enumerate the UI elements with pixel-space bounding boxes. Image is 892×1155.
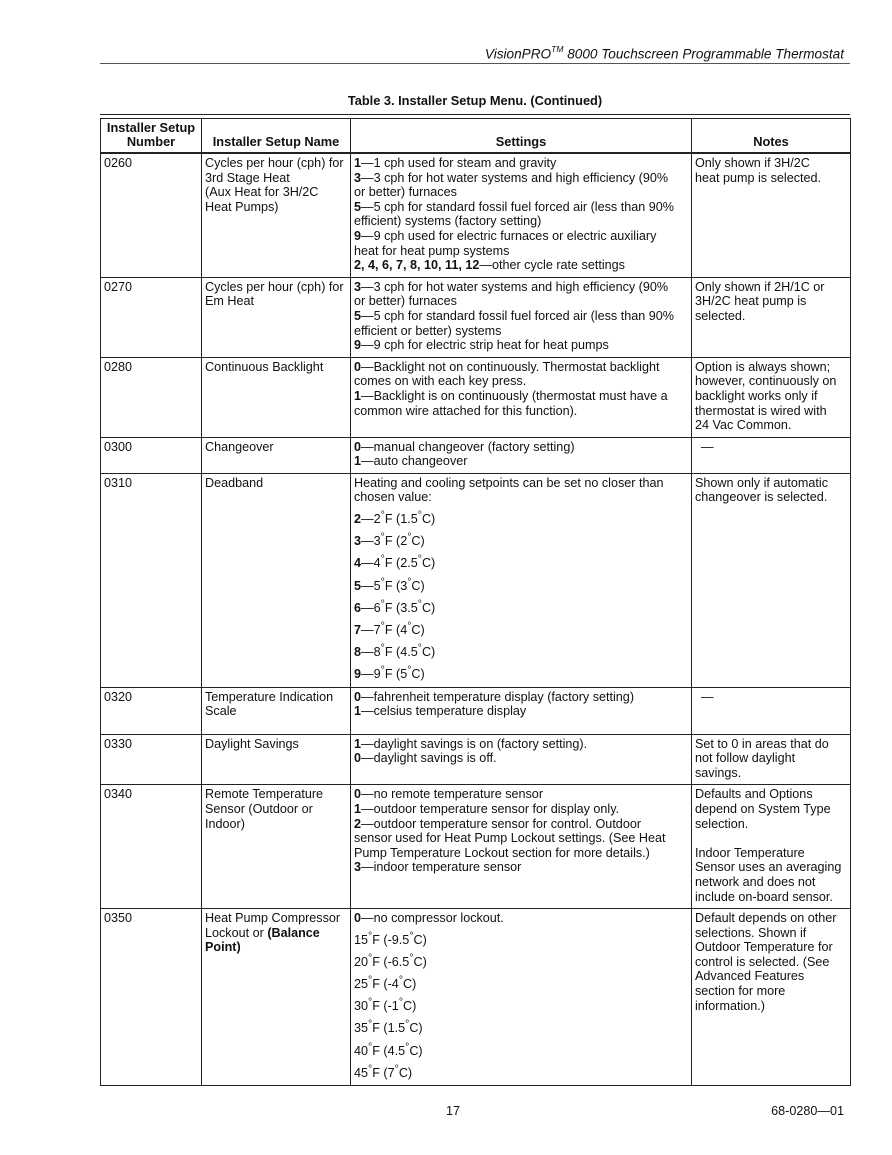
setting-code: 2 [354, 512, 362, 527]
cell-setup-number: 0270 [101, 277, 202, 357]
setting-code: 3 [354, 279, 362, 294]
setting-code: 2 [354, 816, 362, 831]
degree-mark: ° [380, 642, 385, 655]
cell-settings [351, 687, 692, 734]
degree-mark: ° [417, 642, 422, 655]
setting-code: 3 [354, 860, 362, 875]
degree-mark: ° [417, 509, 422, 522]
settings-line: 3—3 cph for hot water systems and high efficiency (90% [354, 279, 669, 294]
degree-mark: ° [407, 620, 412, 632]
degree-mark: ° [380, 597, 385, 610]
cell-setup-name [202, 357, 351, 437]
settings-line: comes on with each key press. [354, 374, 527, 389]
lockout-option: 45°F (7°C) [354, 1062, 413, 1080]
setting-code: 8 [354, 645, 362, 660]
cell-setup-name [202, 277, 351, 357]
notes-line: changeover is selected. [695, 490, 828, 505]
table-row [101, 909, 851, 1086]
degree-mark: ° [368, 951, 373, 964]
cell-setup-number: 0310 [101, 473, 202, 687]
settings-line: 9—9 cph used for electric furnaces or electric auxiliary [354, 228, 657, 243]
cell-notes [692, 153, 851, 277]
notes-line: thermostat is wired with [695, 403, 827, 418]
name-line: Sensor (Outdoor or [205, 801, 313, 816]
setting-code: 1 [354, 454, 362, 469]
notes-line: selections. Shown if [695, 925, 807, 940]
name-line: Scale [205, 704, 237, 719]
cell-notes [692, 909, 851, 1086]
settings-line: 9—9 cph for electric strip heat for heat pumps [354, 338, 609, 353]
cell-setup-number: 0350 [101, 909, 202, 1086]
setting-code: 9 [354, 338, 362, 353]
settings-line: 0—manual changeover (factory setting) [354, 439, 575, 454]
setting-code: 0 [354, 689, 362, 704]
degree-mark: ° [398, 974, 404, 987]
setting-code: 9 [354, 667, 362, 682]
notes-line: — [701, 689, 714, 704]
document-number: 68-0280—01 [771, 1104, 844, 1118]
lockout-option: 15°F (-9.5°C) [354, 929, 427, 947]
settings-line: 0—daylight savings is off. [354, 751, 497, 766]
setting-code: 0 [354, 911, 362, 926]
cell-settings [351, 785, 692, 909]
degree-mark: ° [380, 664, 385, 677]
settings-line: or better) furnaces [354, 185, 457, 200]
cell-setup-number: 0300 [101, 437, 202, 473]
setting-code: 1 [354, 704, 362, 719]
setting-code: 0 [354, 439, 362, 454]
lockout-options [354, 928, 688, 1081]
notes-line: 24 Vac Common. [695, 418, 792, 433]
setting-code: 5 [354, 308, 362, 323]
table-row [101, 153, 851, 277]
degree-mark: ° [380, 575, 385, 588]
table-row [101, 473, 851, 687]
cell-notes [692, 473, 851, 687]
notes-line: information.) [695, 998, 765, 1013]
notes-line: backlight works only if [695, 388, 818, 403]
notes-line: Shown only if automatic [695, 475, 829, 490]
name-line: Remote Temperature [205, 787, 324, 802]
settings-line: 2—outdoor temperature sensor for control. Outdoor [354, 816, 642, 831]
name-line: Temperature Indication [205, 689, 334, 704]
settings-intro-line: chosen value: [354, 490, 432, 505]
name-line: Cycles per hour (cph) for [205, 279, 344, 294]
notes-line: Only shown if 2H/1C or [695, 279, 825, 294]
notes-line: include on-board sensor. [695, 889, 833, 904]
degree-mark: ° [409, 929, 414, 942]
degree-mark: ° [380, 531, 385, 544]
settings-line: 1—daylight savings is on (factory setting). [354, 736, 588, 751]
degree-mark: ° [407, 531, 412, 544]
notes-line: control is selected. (See [695, 954, 830, 969]
degree-mark: ° [380, 620, 385, 632]
cell-settings [351, 909, 692, 1086]
degree-mark: ° [394, 1062, 399, 1075]
settings-line: 0—fahrenheit temperature display (factory setting) [354, 689, 635, 704]
setting-code: 1 [354, 156, 362, 170]
degree-mark: ° [368, 1040, 373, 1053]
cell-setup-name [202, 153, 351, 277]
settings-line: Pump Temperature Lockout section for more details.) [354, 845, 650, 860]
setting-code: 5 [354, 199, 362, 214]
settings-line: common wire attached for this function). [354, 403, 578, 418]
cell-settings [351, 153, 692, 277]
cell-notes [692, 734, 851, 785]
name-line: Em Heat [205, 294, 254, 309]
name-line: Heat Pumps) [205, 199, 279, 214]
settings-line: 5—5 cph for standard fossil fuel forced air (less than 90% [354, 308, 674, 323]
cell-settings [351, 437, 692, 473]
degree-mark: ° [368, 974, 373, 987]
table-header-row [101, 119, 851, 154]
header-rule [100, 63, 850, 64]
degree-mark: ° [405, 1040, 410, 1053]
col-header-number: Installer Setup Number [101, 119, 202, 154]
settings-line: 0—Backlight not on continuously. Thermostat backlight [354, 359, 660, 374]
cell-notes [692, 277, 851, 357]
lockout-option: 40°F (4.5°C) [354, 1040, 423, 1058]
product-name-suffix: 8000 Touchscreen Programmable Thermostat [563, 46, 844, 62]
table-row [101, 277, 851, 357]
name-line: Heat Pump Compressor [205, 911, 341, 926]
notes-line: selection. [695, 816, 749, 831]
setting-code: 6 [354, 601, 362, 615]
cell-setup-name [202, 473, 351, 687]
deadband-option: 5—5°F (3°C) [354, 575, 425, 593]
notes-line: selected. [695, 308, 746, 323]
table-row [101, 734, 851, 785]
setting-code: 3 [354, 170, 362, 185]
name-line [205, 940, 347, 955]
cell-setup-number: 0260 [101, 153, 202, 277]
running-header [485, 43, 844, 62]
notes-line: Option is always shown; [695, 359, 831, 374]
cell-settings [351, 734, 692, 785]
cell-setup-name [202, 687, 351, 734]
notes-line: Set to 0 in areas that do [695, 736, 829, 751]
setting-code: 5 [354, 578, 362, 593]
table-body [101, 153, 851, 1086]
degree-mark: ° [417, 597, 422, 610]
settings-line: or better) furnaces [354, 294, 457, 309]
table-top-rule [100, 114, 850, 115]
cell-setup-name [202, 909, 351, 1086]
col-header-notes: Notes [692, 119, 851, 154]
degree-mark: ° [368, 929, 373, 942]
col-header-name: Installer Setup Name [202, 119, 351, 154]
setting-code: 2, 4, 6, 7, 8, 10, 11, 12 [354, 258, 480, 273]
lockout-option: 35°F (1.5°C) [354, 1018, 423, 1036]
settings-line: efficient) systems (factory setting) [354, 214, 542, 229]
name-line: (Aux Heat for 3H/2C [205, 185, 319, 200]
name-line: Daylight Savings [205, 736, 299, 751]
cell-setup-name [202, 785, 351, 909]
notes-line: however, continuously on [695, 374, 837, 389]
deadband-option: 4—4°F (2.5°C) [354, 553, 436, 571]
deadband-option: 7—7°F (4°C) [354, 620, 425, 638]
settings-line: 1—1 cph used for steam and gravity [354, 156, 557, 170]
degree-mark: ° [407, 575, 412, 588]
degree-mark: ° [417, 553, 422, 566]
settings-line: 1—outdoor temperature sensor for display only. [354, 801, 620, 816]
notes-line: Defaults and Options [695, 787, 813, 802]
deadband-option: 2—2°F (1.5°C) [354, 509, 436, 527]
lockout-option: 20°F (-6.5°C) [354, 951, 427, 970]
cell-settings [351, 473, 692, 687]
setting-code: 3 [354, 534, 362, 549]
setting-code: 0 [354, 787, 362, 802]
table-row [101, 785, 851, 909]
setting-code: 9 [354, 228, 362, 243]
notes-line: Indoor Temperature [695, 845, 805, 860]
notes-line [695, 831, 847, 846]
notes-line: — [701, 439, 714, 454]
deadband-option: 3—3°F (2°C) [354, 531, 425, 549]
cell-settings [351, 357, 692, 437]
installer-setup-table [100, 118, 851, 1086]
setting-code: 1 [354, 801, 362, 816]
settings-line: heat for heat pump systems [354, 243, 510, 258]
name-line: 3rd Stage Heat [205, 170, 290, 185]
notes-line: 3H/2C heat pump is [695, 294, 807, 309]
name-line: Lockout or (Balance [205, 925, 320, 940]
cell-setup-number: 0330 [101, 734, 202, 785]
cell-setup-number: 0340 [101, 785, 202, 909]
settings-line: 2, 4, 6, 7, 8, 10, 11, 12—other cycle rate settings [354, 258, 625, 273]
settings-intro-line: Heating and cooling setpoints can be set no closer than [354, 475, 664, 490]
page-number: 17 [446, 1104, 461, 1118]
settings-line: 0—no remote temperature sensor [354, 787, 544, 802]
setting-code: 0 [354, 359, 362, 374]
table-title: Table 3. Installer Setup Menu. (Continued) [347, 93, 603, 108]
setting-code: 1 [354, 736, 362, 751]
settings-line: 1—auto changeover [354, 454, 468, 469]
name-line: Cycles per hour (cph) for [205, 156, 344, 170]
notes-line: Default depends on other [695, 911, 837, 926]
degree-mark: ° [368, 996, 373, 1009]
notes-line: Sensor uses an averaging [695, 860, 842, 875]
notes-line: network and does not [695, 874, 816, 889]
degree-mark: ° [409, 951, 414, 964]
notes-line: depend on System Type [695, 801, 831, 816]
settings-line: 1—Backlight is on continuously (thermostat must have a [354, 388, 668, 403]
settings-line: 3—3 cph for hot water systems and high efficiency (90% [354, 170, 669, 185]
degree-mark: ° [398, 996, 404, 1009]
settings-line: 3—indoor temperature sensor [354, 860, 522, 875]
cell-settings [351, 277, 692, 357]
name-bold: (Balance [267, 925, 320, 940]
cell-notes [692, 785, 851, 909]
settings-line: efficient or better) systems [354, 323, 502, 338]
cell-setup-number: 0280 [101, 357, 202, 437]
settings-line: 5—5 cph for standard fossil fuel forced air (less than 90% [354, 199, 674, 214]
degree-mark: ° [405, 1018, 410, 1031]
degree-mark: ° [368, 1018, 373, 1031]
settings-line: 0—no compressor lockout. [354, 911, 504, 926]
deadband-options [354, 507, 688, 683]
degree-mark: ° [407, 664, 412, 677]
cell-notes [692, 437, 851, 473]
degree-mark: ° [380, 553, 385, 566]
name-line: Indoor) [205, 816, 245, 831]
settings-line: 1—celsius temperature display [354, 704, 527, 719]
cell-notes [692, 357, 851, 437]
notes-line: section for more [695, 984, 786, 999]
notes-line: Only shown if 3H/2C [695, 156, 810, 170]
cell-setup-name [202, 437, 351, 473]
degree-mark: ° [380, 509, 385, 522]
cell-setup-number: 0320 [101, 687, 202, 734]
deadband-option: 9—9°F (5°C) [354, 664, 425, 682]
lockout-option: 30°F (-1°C) [354, 996, 417, 1014]
deadband-option: 8—8°F (4.5°C) [354, 642, 436, 660]
table-row [101, 437, 851, 473]
setting-code: 0 [354, 751, 362, 766]
name-bold: Point) [205, 940, 241, 955]
table-row [101, 687, 851, 734]
settings-line: sensor used for Heat Pump Lockout settings. (See Heat [354, 831, 666, 846]
product-name-prefix: VisionPRO [484, 46, 552, 62]
setting-code: 1 [354, 388, 362, 403]
cell-setup-name [202, 734, 351, 785]
cell-notes [692, 687, 851, 734]
name-line: Changeover [205, 439, 274, 454]
lockout-option: 25°F (-4°C) [354, 974, 417, 992]
setting-code: 7 [354, 623, 362, 638]
col-header-settings: Settings [351, 119, 692, 154]
notes-line: Advanced Features [695, 969, 805, 984]
degree-mark: ° [368, 1062, 373, 1075]
notes-line: savings. [695, 765, 742, 780]
trademark-mark: TM [551, 44, 564, 54]
setting-code: 4 [354, 556, 362, 571]
notes-line: not follow daylight [695, 751, 796, 766]
deadband-option: 6—6°F (3.5°C) [354, 597, 436, 615]
notes-line: Outdoor Temperature for [695, 940, 833, 955]
table-row [101, 357, 851, 437]
installer-setup-table-wrap [100, 114, 850, 1086]
name-line: Continuous Backlight [205, 359, 324, 374]
name-line: Deadband [205, 475, 264, 490]
notes-line: heat pump is selected. [695, 170, 822, 185]
